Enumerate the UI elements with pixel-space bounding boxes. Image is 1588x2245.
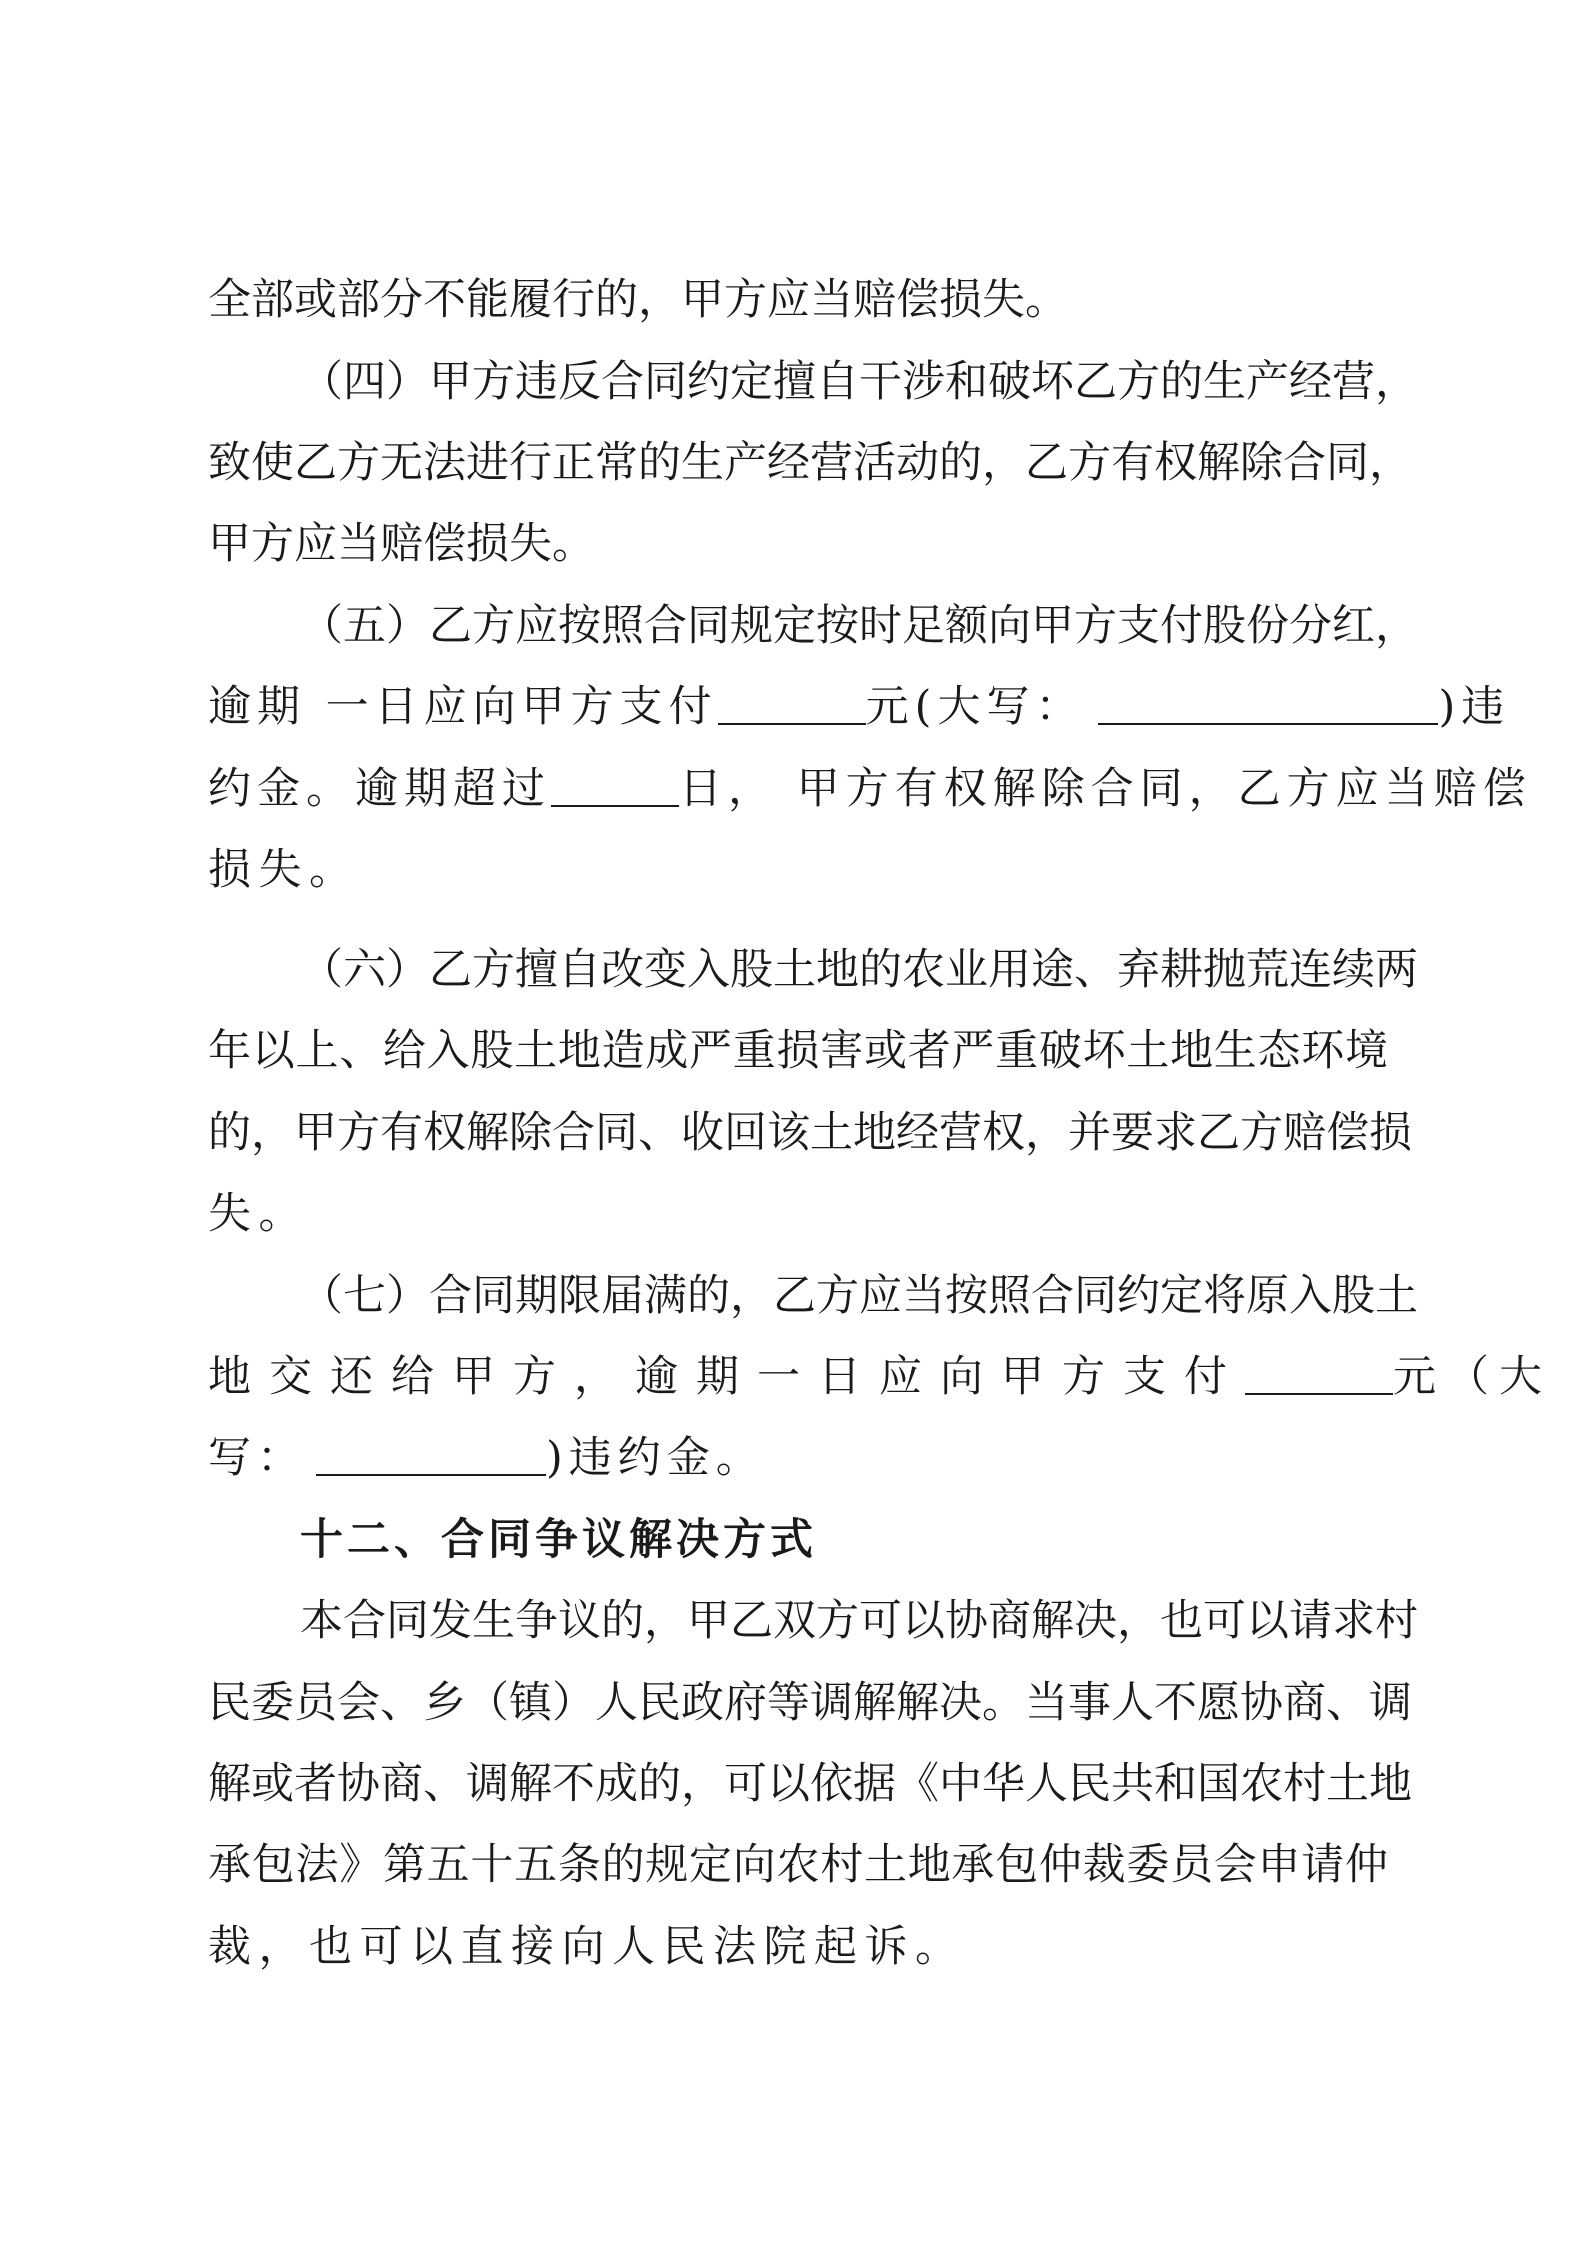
text-line-with-blanks: [208, 1428, 1388, 1488]
text-line-with-blanks: [208, 677, 1511, 737]
text-line: 甲方应当赔偿损失。: [208, 519, 595, 569]
fill-blank: [1098, 677, 1438, 725]
text-segment: 写：: [208, 1433, 306, 1483]
text-line-with-blanks: [208, 759, 1532, 819]
clause-five-line: （五）乙方应按照合同规定按时足额向甲方支付股份分红，: [300, 601, 1418, 651]
text-segment: 日， 甲方有权解除合同，乙方应当赔偿: [679, 764, 1532, 814]
text-segment: 元（大: [1393, 1352, 1552, 1402]
text-line: 的，甲方有权解除合同、收回该土地经营权，并要求乙方赔偿损: [208, 1108, 1412, 1158]
text-segment: 元(大写：: [865, 682, 1085, 732]
text-line: 承包法》第五十五条的规定向农村土地承包仲裁委员会申请仲: [208, 1840, 1388, 1890]
text-line: 解或者协商、调解不成的，可以依据《中华人民共和国农村土地: [208, 1759, 1412, 1809]
clause-six-line: （六）乙方擅自改变入股土地的农业用途、弃耕抛荒连续两: [300, 945, 1418, 995]
text-line-with-blanks: [208, 1347, 1552, 1407]
text-line: 失。: [208, 1189, 309, 1239]
fill-blank: [316, 1428, 546, 1476]
text-segment: 地交还给甲方，逾期一日应向甲方支付: [208, 1352, 1245, 1402]
text-line: 民委员会、乡（镇）人民政府等调解解决。当事人不愿协商、调: [208, 1678, 1412, 1728]
text-segment: )违: [1438, 682, 1511, 732]
text-segment: )违约金。: [546, 1433, 765, 1483]
clause-seven-line: （七）合同期限届满的，乙方应当按照合同约定将原入股土: [300, 1271, 1418, 1321]
fill-blank: [551, 759, 679, 807]
text-line: 全部或部分不能履行的，甲方应当赔偿损失。: [208, 275, 1068, 325]
text-line: 年以上、给入股土地造成严重损害或者严重破坏土地生态环境: [208, 1026, 1388, 1076]
text-segment: 约金。逾期超过: [208, 764, 551, 814]
text-line: 本合同发生争议的，甲乙双方可以协商解决，也可以请求村: [300, 1596, 1418, 1646]
fill-blank: [1245, 1347, 1393, 1395]
text-line: 致使乙方无法进行正常的生产经营活动的，乙方有权解除合同，: [208, 438, 1412, 488]
text-segment: 逾期 一日应向甲方支付: [208, 682, 718, 732]
clause-four-line: （四）甲方违反合同约定擅自干涉和破坏乙方的生产经营，: [300, 357, 1418, 407]
text-line: 损失。: [208, 845, 360, 895]
fill-blank: [718, 677, 866, 725]
section-heading: 十二、合同争议解决方式: [300, 1515, 817, 1565]
text-line: 裁，也可以直接向人民法院起诉。: [208, 1922, 966, 1972]
